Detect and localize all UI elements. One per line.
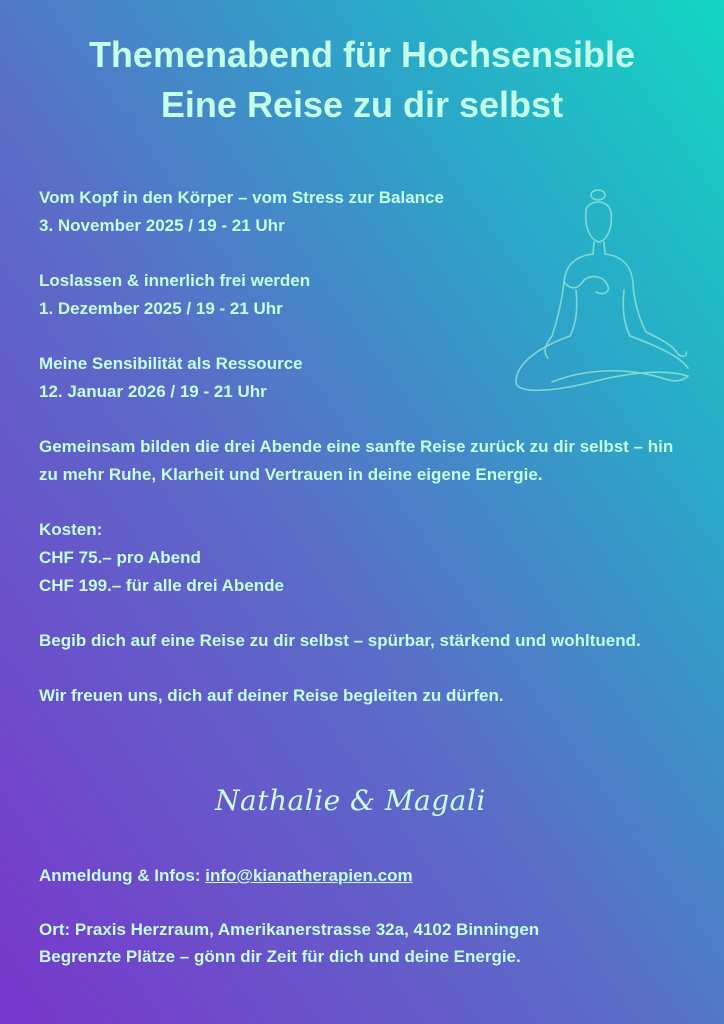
costs-heading: Kosten: [39,520,103,539]
signature: Nathalie & Magali [215,784,486,817]
closing-line [39,682,679,710]
invite-paragraph: Begib dich auf eine Reise zu dir selbst – spürbar, stärkend und wohltuend. [39,631,641,650]
intro-paragraph: Gemeinsam bilden die drei Abende eine sanfte Reise zurück zu dir selbst – hin zu mehr Ruhe, Klarheit und Vertrauen in deine eigene Energie. [39,437,674,484]
event-1-name: Vom Kopf in den Körper – vom Stress zur Balance [39,188,444,207]
price-per-evening: CHF 75.– pro Abend [39,548,201,567]
title-line-2: Eine Reise zu dir selbst [160,84,564,125]
event-1-date: 3. November 2025 / 19 - 21 Uhr [39,216,285,235]
event-3-name: Meine Sensibilität als Ressource [39,354,303,373]
event-3-date: 12. Januar 2026 / 19 - 21 Uhr [39,382,267,401]
price-all-evenings: CHF 199.– für alle drei Abende [39,576,284,595]
location-note: Begrenzte Plätze – gönn dir Zeit für dich und deine Energie. [39,947,521,966]
event-2-date: 1. Dezember 2025 / 19 - 21 Uhr [39,299,283,318]
event-3 [39,350,679,406]
closing-text: Wir freuen uns, dich auf deiner Reise begleiten zu dürfen. [39,686,504,705]
title-line-1: Themenabend für Hochsensible [88,34,636,75]
page-title [0,30,724,130]
costs [39,516,679,600]
contact-label: Anmeldung & Infos: [39,866,201,885]
email-link[interactable]: info@kianatherapien.com [205,866,413,885]
location-address: Ort: Praxis Herzraum, Amerikanerstrasse 32a, 4102 Binningen [39,920,540,939]
contact-line [39,862,413,890]
event-2-name: Loslassen & innerlich frei werden [39,271,311,290]
location [39,916,539,970]
event-2 [39,267,679,323]
content [39,184,679,737]
event-1 [39,184,679,240]
